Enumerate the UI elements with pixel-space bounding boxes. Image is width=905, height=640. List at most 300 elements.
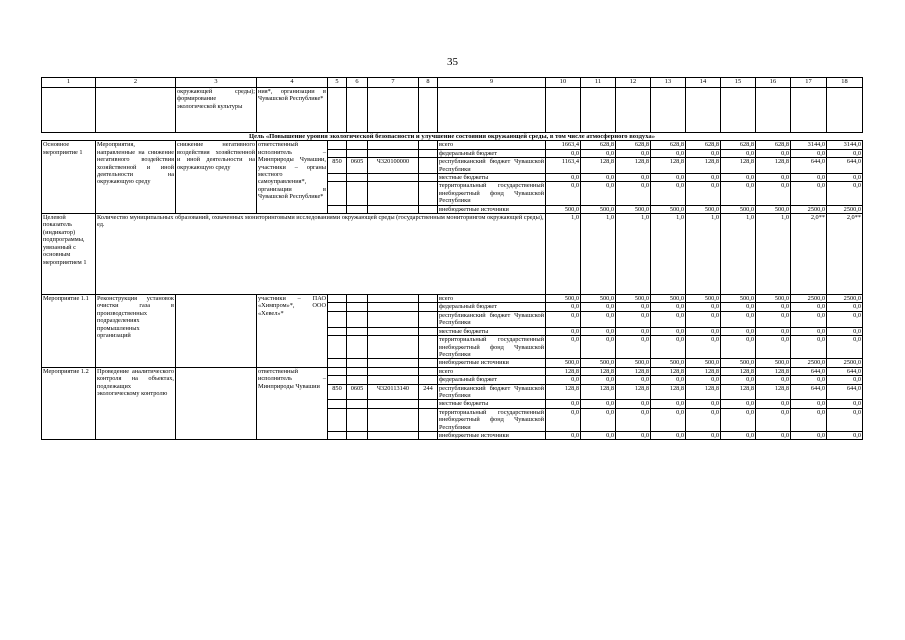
empty-cell [96, 88, 176, 133]
value-cell: 0,0 [651, 376, 686, 384]
funding-source: внебюджетные источники [438, 205, 546, 213]
executor-cell: ния*, организации в Чувашской Республике* [257, 88, 328, 133]
empty-code-cell [368, 205, 419, 213]
empty-code-cell [347, 359, 368, 367]
value-cell: 0,0 [546, 408, 581, 431]
empty-code-cell [368, 295, 419, 303]
value-cell: 3144,0 [827, 141, 863, 149]
value-cell: 128,8 [581, 367, 616, 375]
empty-code-cell [368, 149, 419, 157]
value-cell: 0,0 [546, 400, 581, 408]
value-cell: 0,0 [651, 408, 686, 431]
value-cell: 500,0 [686, 295, 721, 303]
value-cell: 0,0 [791, 303, 827, 311]
value-cell: 0,0 [616, 408, 651, 431]
measure-title: Мероприятие 1.1 [42, 295, 96, 368]
funding-source: всего [438, 295, 546, 303]
value-cell: 500,0 [581, 295, 616, 303]
value-cell: 500,0 [546, 205, 581, 213]
indicator-value: 1,0 [686, 214, 721, 295]
value-cell: 500,0 [616, 359, 651, 367]
empty-cell [616, 88, 651, 133]
value-cell: 0,0 [686, 149, 721, 157]
value-cell: 128,8 [616, 158, 651, 174]
value-cell: 644,0 [791, 384, 827, 400]
value-cell: 0,0 [581, 311, 616, 327]
value-cell: 128,8 [756, 367, 791, 375]
indicator-value: 2,0** [791, 214, 827, 295]
empty-code-cell [419, 400, 438, 408]
value-cell: 0,0 [686, 336, 721, 359]
empty-code-cell [347, 182, 368, 205]
value-cell: 0,0 [651, 149, 686, 157]
column-number: 14 [686, 78, 721, 88]
value-cell: 0,0 [756, 311, 791, 327]
value-cell: 0,0 [546, 174, 581, 182]
empty-code-cell [368, 174, 419, 182]
value-cell: 0,0 [616, 303, 651, 311]
value-cell: 0,0 [756, 400, 791, 408]
indicator-value: 1,0 [651, 214, 686, 295]
value-cell: 0,0 [651, 327, 686, 335]
value-cell: 128,8 [721, 384, 756, 400]
empty-code-cell [328, 141, 347, 149]
value-cell: 0,0 [721, 149, 756, 157]
value-cell: 0,0 [686, 311, 721, 327]
empty-code-cell [419, 408, 438, 431]
value-cell: 0,0 [686, 303, 721, 311]
empty-code-cell [328, 174, 347, 182]
value-cell: 128,8 [581, 384, 616, 400]
column-number: 6 [347, 78, 368, 88]
empty-cell [328, 88, 347, 133]
value-cell: 0,0 [721, 311, 756, 327]
funding-source: федеральный бюджет [438, 149, 546, 157]
empty-code-cell [368, 431, 419, 439]
code-grbs: 850 [328, 158, 347, 174]
value-cell: 2500,0 [827, 205, 863, 213]
value-cell: 0,0 [756, 303, 791, 311]
empty-code-cell [347, 205, 368, 213]
value-cell: 644,0 [791, 158, 827, 174]
column-number: 16 [756, 78, 791, 88]
value-cell: 0,0 [827, 336, 863, 359]
empty-code-cell [328, 359, 347, 367]
executor: участники – ПАО «Химпром»*, ООО «Хевел»* [257, 295, 328, 368]
value-cell: 0,0 [827, 174, 863, 182]
empty-code-cell [347, 141, 368, 149]
value-cell: 644,0 [827, 384, 863, 400]
empty-code-cell [328, 336, 347, 359]
expected-result [176, 367, 257, 440]
value-cell: 0,0 [651, 431, 686, 439]
value-cell: 0,0 [651, 303, 686, 311]
value-cell: 0,0 [581, 431, 616, 439]
empty-cell [686, 88, 721, 133]
value-cell: 128,8 [581, 158, 616, 174]
empty-code-cell [419, 295, 438, 303]
financing-row [42, 141, 863, 149]
value-cell: 0,0 [616, 327, 651, 335]
empty-code-cell [347, 336, 368, 359]
value-cell: 500,0 [616, 205, 651, 213]
value-cell: 0,0 [686, 408, 721, 431]
value-cell: 0,0 [546, 336, 581, 359]
empty-code-cell [419, 311, 438, 327]
value-cell: 2500,0 [791, 295, 827, 303]
value-cell: 0,0 [581, 408, 616, 431]
value-cell: 0,0 [791, 311, 827, 327]
value-cell: 0,0 [721, 174, 756, 182]
value-cell: 128,8 [616, 367, 651, 375]
value-cell: 128,8 [651, 158, 686, 174]
value-cell: 0,0 [686, 431, 721, 439]
empty-code-cell [347, 149, 368, 157]
empty-code-cell [368, 303, 419, 311]
value-cell: 3144,0 [791, 141, 827, 149]
value-cell: 0,0 [827, 149, 863, 157]
value-cell: 500,0 [616, 295, 651, 303]
value-cell: 628,8 [581, 141, 616, 149]
value-cell: 500,0 [721, 205, 756, 213]
value-cell: 128,8 [546, 367, 581, 375]
value-cell: 0,0 [756, 174, 791, 182]
column-number: 3 [176, 78, 257, 88]
value-cell: 628,8 [651, 141, 686, 149]
value-cell: 128,8 [686, 384, 721, 400]
value-cell: 0,0 [791, 174, 827, 182]
value-cell: 500,0 [686, 205, 721, 213]
value-cell: 500,0 [756, 359, 791, 367]
empty-cell [721, 88, 756, 133]
value-cell: 0,0 [686, 174, 721, 182]
empty-code-cell [328, 376, 347, 384]
indicator-value: 1,0 [546, 214, 581, 295]
value-cell: 128,8 [721, 367, 756, 375]
funding-source: республиканский бюджет Чувашской Республики [439, 384, 544, 399]
value-cell: 0,0 [791, 376, 827, 384]
value-cell: 0,0 [616, 431, 651, 439]
value-cell: 0,0 [756, 327, 791, 335]
empty-cell [368, 88, 419, 133]
value-cell: 0,0 [721, 182, 756, 205]
value-cell: 128,8 [721, 158, 756, 174]
funding-source: местные бюджеты [438, 174, 546, 182]
empty-code-cell [328, 367, 347, 375]
value-cell: 644,0 [827, 367, 863, 375]
value-cell: 0,0 [827, 303, 863, 311]
value-cell: 0,0 [756, 149, 791, 157]
empty-code-cell [347, 367, 368, 375]
value-cell: 0,0 [721, 400, 756, 408]
financing-row [42, 295, 863, 303]
value-cell: 0,0 [791, 431, 827, 439]
column-number: 15 [721, 78, 756, 88]
funding-source: внебюджетные источники [438, 431, 546, 439]
value-cell: 0,0 [827, 182, 863, 205]
measure-description: Проведение аналитического контроля на объектах, подлежащих экологическому контролю [96, 367, 176, 440]
value-cell: 0,0 [546, 149, 581, 157]
empty-cell [581, 88, 616, 133]
budget-table [41, 77, 863, 440]
empty-code-cell [368, 182, 419, 205]
value-cell: 0,0 [721, 408, 756, 431]
value-cell: 0,0 [581, 400, 616, 408]
value-cell: 128,8 [686, 158, 721, 174]
empty-code-cell [328, 408, 347, 431]
empty-code-cell [419, 431, 438, 439]
code-expense-type: 244 [419, 384, 438, 400]
value-cell: 0,0 [756, 182, 791, 205]
value-cell: 0,0 [616, 336, 651, 359]
measure-description: Реконструкция установок очистки газа в производственных подразделениях промышленных организаций [96, 295, 176, 368]
code-section: 0605 [347, 158, 368, 174]
value-cell: 128,8 [651, 367, 686, 375]
value-cell: 0,0 [616, 149, 651, 157]
indicator-value: 1,0 [581, 214, 616, 295]
empty-code-cell [368, 359, 419, 367]
empty-code-cell [347, 400, 368, 408]
value-cell: 0,0 [791, 336, 827, 359]
column-number: 9 [438, 78, 546, 88]
empty-code-cell [328, 149, 347, 157]
value-cell: 128,8 [756, 384, 791, 400]
value-cell: 0,0 [756, 408, 791, 431]
column-number: 12 [616, 78, 651, 88]
value-cell: 0,0 [721, 303, 756, 311]
code-target-article: Ч320113140 [368, 384, 419, 400]
value-cell: 500,0 [581, 359, 616, 367]
indicator-title: Целевой показатель (индикатор) подпрограммы, увязанный с основным мероприятием 1 [42, 214, 96, 295]
value-cell: 0,0 [546, 327, 581, 335]
column-number: 18 [827, 78, 863, 88]
code-target-article: Ч320100000 [368, 158, 419, 174]
executor: ответственный исполнитель – Минприроды Чувашии [257, 367, 328, 440]
value-cell: 0,0 [756, 336, 791, 359]
financing-row [42, 367, 863, 375]
value-cell: 0,0 [756, 431, 791, 439]
empty-code-cell [419, 336, 438, 359]
measure-description: Мероприятия, направленные на снижение негативного воздействия хозяйственной и иной деятельности на окружающую среду [96, 141, 176, 214]
value-cell: 500,0 [721, 295, 756, 303]
code-grbs: 850 [328, 384, 347, 400]
value-cell: 1163,4 [546, 158, 581, 174]
continuation-row [42, 88, 863, 133]
empty-code-cell [347, 327, 368, 335]
value-cell: 2500,0 [791, 359, 827, 367]
value-cell: 0,0 [546, 376, 581, 384]
funding-source: федеральный бюджет [438, 376, 546, 384]
value-cell: 0,0 [546, 431, 581, 439]
value-cell: 0,0 [581, 327, 616, 335]
empty-code-cell [419, 182, 438, 205]
value-cell: 128,8 [546, 384, 581, 400]
value-cell: 0,0 [651, 174, 686, 182]
funding-source: республиканский бюджет Чувашской Республики [439, 311, 544, 327]
column-number: 13 [651, 78, 686, 88]
empty-code-cell [419, 174, 438, 182]
value-cell: 0,0 [616, 311, 651, 327]
empty-code-cell [328, 295, 347, 303]
value-cell: 0,0 [581, 303, 616, 311]
empty-cell [438, 88, 546, 133]
column-number-row [42, 78, 863, 88]
measure-title: Мероприятие 1.2 [42, 367, 96, 440]
value-cell: 0,0 [827, 400, 863, 408]
empty-code-cell [347, 376, 368, 384]
empty-cell [827, 88, 863, 133]
value-cell: 500,0 [581, 205, 616, 213]
empty-code-cell [419, 359, 438, 367]
empty-cell [651, 88, 686, 133]
indicator-value: 1,0 [756, 214, 791, 295]
funding-source: всего [438, 367, 546, 375]
value-cell: 0,0 [546, 311, 581, 327]
value-cell: 0,0 [791, 149, 827, 157]
goal-heading: Цель «Повышение уровня экологической безопасности и улучшение состояния окружающей среды, в том числе атмосферного воздуха» [42, 133, 863, 141]
funding-source: территориальный государственный внебюджетный фонд Чувашской Республики [439, 408, 544, 431]
value-cell: 0,0 [651, 311, 686, 327]
value-cell: 500,0 [651, 205, 686, 213]
funding-source: территориальный государственный внебюджетный фонд Чувашской Республики [439, 182, 544, 205]
value-cell: 0,0 [827, 408, 863, 431]
value-cell: 0,0 [616, 182, 651, 205]
value-cell: 0,0 [791, 408, 827, 431]
empty-code-cell [368, 327, 419, 335]
column-number: 8 [419, 78, 438, 88]
value-cell: 0,0 [827, 431, 863, 439]
value-cell: 0,0 [651, 400, 686, 408]
value-cell: 500,0 [651, 295, 686, 303]
empty-code-cell [419, 367, 438, 375]
indicator-value: 1,0 [721, 214, 756, 295]
empty-code-cell [419, 327, 438, 335]
value-cell: 0,0 [827, 376, 863, 384]
value-cell: 2500,0 [827, 359, 863, 367]
column-number: 11 [581, 78, 616, 88]
empty-code-cell [368, 376, 419, 384]
column-number: 2 [96, 78, 176, 88]
value-cell: 500,0 [756, 295, 791, 303]
empty-cell [756, 88, 791, 133]
value-cell: 0,0 [791, 327, 827, 335]
empty-code-cell [368, 141, 419, 149]
value-cell: 0,0 [686, 376, 721, 384]
empty-code-cell [347, 174, 368, 182]
value-cell: 0,0 [581, 376, 616, 384]
column-number: 4 [257, 78, 328, 88]
empty-code-cell [328, 311, 347, 327]
value-cell: 0,0 [791, 182, 827, 205]
column-number: 7 [368, 78, 419, 88]
empty-code-cell [368, 311, 419, 327]
value-cell: 500,0 [686, 359, 721, 367]
value-cell: 644,0 [827, 158, 863, 174]
executor: ответственный исполнитель – Минприроды Чувашии, участники – органы местного самоуправления*, организации в Чувашской Республике* [257, 141, 328, 214]
value-cell: 0,0 [581, 149, 616, 157]
measure-title: Основное мероприятие 1 [42, 141, 96, 214]
value-cell: 0,0 [686, 182, 721, 205]
empty-code-cell [419, 303, 438, 311]
value-cell: 128,8 [756, 158, 791, 174]
funding-source: всего [438, 141, 546, 149]
value-cell: 0,0 [651, 336, 686, 359]
empty-code-cell [347, 311, 368, 327]
funding-source: республиканский бюджет Чувашской Республики [439, 158, 544, 173]
empty-code-cell [328, 431, 347, 439]
indicator-text: Количество муниципальных образований, охваченных мониторинговыми исследованиями окружающей среды (государственным мониторингом окружающей среды), ед. [96, 214, 546, 295]
empty-code-cell [347, 431, 368, 439]
value-cell: 0,0 [721, 336, 756, 359]
value-cell: 0,0 [686, 400, 721, 408]
column-number: 5 [328, 78, 347, 88]
value-cell: 0,0 [651, 182, 686, 205]
value-cell: 0,0 [721, 327, 756, 335]
page-number: 35 [447, 56, 458, 68]
empty-cell [546, 88, 581, 133]
empty-code-cell [347, 295, 368, 303]
value-cell: 0,0 [616, 174, 651, 182]
column-number: 17 [791, 78, 827, 88]
empty-code-cell [419, 149, 438, 157]
funding-source: местные бюджеты [438, 327, 546, 335]
empty-code-cell [419, 376, 438, 384]
value-cell: 628,8 [756, 141, 791, 149]
empty-code-cell [368, 408, 419, 431]
value-cell: 500,0 [756, 205, 791, 213]
indicator-value: 2,0** [827, 214, 863, 295]
empty-code-cell [328, 205, 347, 213]
indicator-row [42, 214, 863, 295]
empty-code-cell [419, 205, 438, 213]
value-cell: 628,8 [686, 141, 721, 149]
empty-code-cell [368, 336, 419, 359]
value-cell: 2500,0 [791, 205, 827, 213]
value-cell: 128,8 [616, 384, 651, 400]
value-cell: 0,0 [616, 400, 651, 408]
value-cell: 500,0 [651, 359, 686, 367]
funding-source: федеральный бюджет [438, 303, 546, 311]
indicator-value: 1,0 [616, 214, 651, 295]
value-cell: 0,0 [756, 376, 791, 384]
value-cell: 0,0 [581, 336, 616, 359]
value-cell: 0,0 [546, 182, 581, 205]
empty-cell [347, 88, 368, 133]
value-cell: 0,0 [581, 174, 616, 182]
empty-code-cell [328, 400, 347, 408]
empty-code-cell [419, 141, 438, 149]
code-expense-type [419, 158, 438, 174]
goal-row [42, 133, 863, 141]
value-cell: 0,0 [616, 376, 651, 384]
value-cell: 0,0 [546, 303, 581, 311]
empty-cell [42, 88, 96, 133]
empty-code-cell [347, 408, 368, 431]
responsible-goal-cell: окружающей среды); формирование экологической культуры [176, 88, 257, 133]
empty-cell [419, 88, 438, 133]
empty-code-cell [368, 400, 419, 408]
column-number: 1 [42, 78, 96, 88]
value-cell: 500,0 [546, 359, 581, 367]
value-cell: 0,0 [686, 327, 721, 335]
funding-source: внебюджетные источники [438, 359, 546, 367]
empty-cell [791, 88, 827, 133]
value-cell: 0,0 [581, 182, 616, 205]
funding-source: территориальный государственный внебюджетный фонд Чувашской Республики [439, 336, 544, 358]
value-cell: 500,0 [546, 295, 581, 303]
empty-code-cell [368, 367, 419, 375]
value-cell: 0,0 [721, 431, 756, 439]
